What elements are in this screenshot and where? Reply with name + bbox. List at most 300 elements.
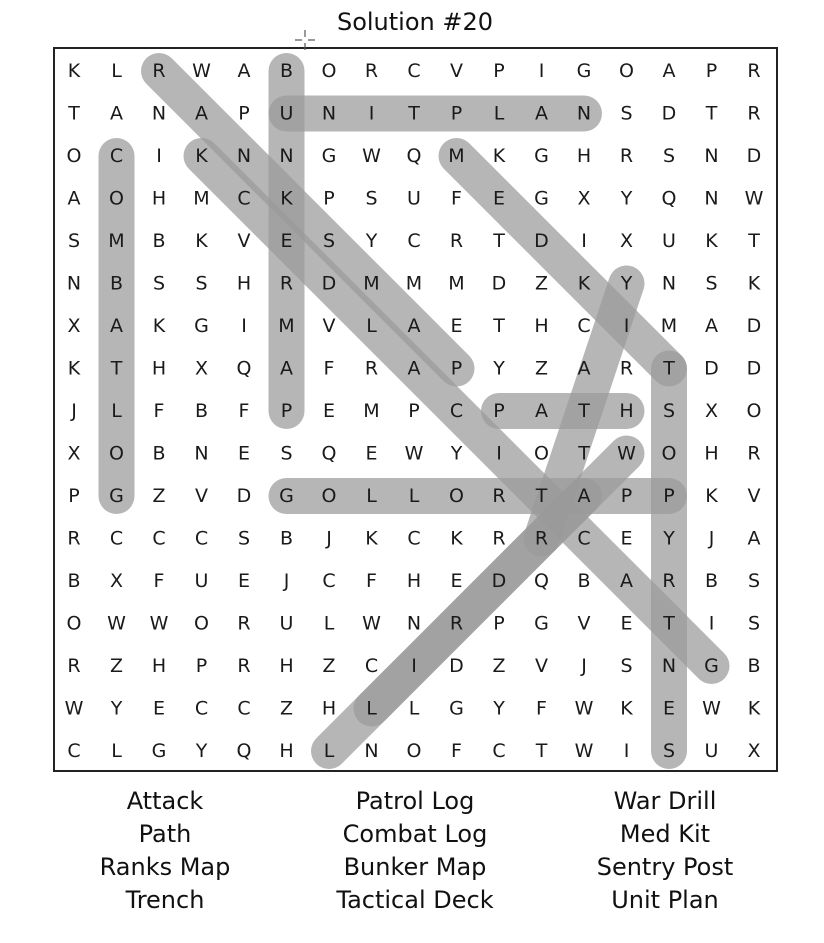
grid-cell[interactable]: H (534, 315, 549, 337)
grid-cell[interactable]: A (237, 60, 251, 82)
grid-cell[interactable]: T (493, 315, 505, 337)
grid-cell[interactable]: I (411, 655, 417, 677)
grid-cell[interactable]: H (279, 740, 294, 762)
grid-cell[interactable]: S (322, 230, 336, 252)
grid-cell[interactable]: G (194, 315, 209, 337)
grid-cell[interactable]: S (195, 272, 208, 295)
grid-cell[interactable]: J (581, 655, 587, 677)
word-list-item: Combat Log (342, 820, 488, 848)
grid-cell[interactable]: G (279, 485, 294, 507)
grid-cell[interactable]: W (362, 612, 381, 635)
grid-cell[interactable]: C (152, 527, 166, 550)
grid-cell[interactable]: Q (236, 740, 252, 762)
grid-cell[interactable]: T (663, 612, 675, 635)
grid-cell[interactable]: V (195, 485, 208, 507)
word-list-item: Attack (126, 787, 204, 815)
grid-cell[interactable]: C (109, 145, 124, 167)
grid-cell[interactable]: K (705, 485, 718, 507)
puzzle-title: Solution #20 (336, 8, 494, 36)
grid-cell[interactable]: O (321, 60, 337, 82)
grid-cell[interactable]: M (448, 145, 465, 167)
grid-cell[interactable]: A (620, 570, 633, 592)
grid-cell[interactable]: S (620, 102, 633, 125)
grid-cell[interactable]: M (278, 315, 295, 337)
grid-cell[interactable]: H (236, 272, 252, 295)
grid-cell[interactable]: V (237, 230, 251, 252)
grid-cell[interactable]: W (404, 442, 424, 465)
grid-cell[interactable]: H (576, 145, 592, 167)
grid-cell[interactable]: H (151, 655, 167, 677)
grid-cell[interactable]: A (747, 527, 761, 550)
word-list-item: Ranks Map (99, 853, 231, 881)
grid-cell[interactable]: F (238, 400, 250, 422)
grid-cell[interactable]: E (280, 230, 293, 252)
grid-cell[interactable]: W (617, 442, 636, 465)
grid-cell[interactable]: O (534, 442, 549, 465)
grid-cell[interactable]: I (623, 315, 630, 337)
grid-cell[interactable]: E (365, 442, 378, 465)
grid-cell[interactable]: D (321, 272, 337, 295)
grid-cell[interactable]: A (67, 187, 81, 210)
grid-cell[interactable]: N (704, 145, 719, 167)
grid-cell[interactable]: H (321, 697, 337, 720)
grid-cell[interactable]: P (663, 485, 675, 507)
grid-cell[interactable]: Y (365, 230, 378, 252)
grid-cell[interactable]: P (620, 485, 633, 507)
grid-cell[interactable]: B (152, 442, 166, 465)
grid-cell[interactable]: X (109, 570, 124, 592)
grid-cell[interactable]: K (365, 527, 378, 550)
grid-cell[interactable]: E (322, 400, 336, 422)
grid-cell[interactable]: F (536, 697, 547, 720)
grid-cell[interactable]: C (577, 315, 591, 337)
grid-cell[interactable]: F (153, 570, 165, 592)
grid-cell[interactable]: P (408, 400, 420, 422)
grid-cell[interactable]: C (407, 527, 421, 550)
grid-cell[interactable]: I (156, 145, 162, 167)
grid-cell[interactable]: D (491, 272, 507, 295)
grid-cell[interactable]: P (705, 60, 718, 82)
grid-cell[interactable]: R (747, 102, 761, 125)
grid-cell[interactable]: P (493, 612, 505, 635)
grid-cell[interactable]: T (68, 102, 80, 125)
grid-cell[interactable]: I (581, 230, 587, 252)
grid-cell[interactable]: X (747, 740, 761, 762)
grid-cell[interactable]: V (577, 612, 591, 635)
grid-cell[interactable]: G (109, 485, 124, 507)
grid-cell[interactable]: S (280, 442, 293, 465)
grid-cell[interactable]: Y (195, 740, 208, 762)
word-list-item: Bunker Map (343, 853, 487, 881)
grid-cell[interactable]: Y (620, 272, 633, 295)
grid-cell[interactable]: C (237, 187, 251, 210)
grid-cell[interactable]: M (108, 230, 125, 252)
grid-cell[interactable]: P (493, 60, 505, 82)
grid-cell[interactable]: L (111, 60, 122, 82)
grid-cell[interactable]: K (152, 315, 166, 337)
grid-cell[interactable]: C (364, 655, 379, 677)
grid-cell[interactable]: K (195, 145, 208, 167)
grid-cell[interactable]: C (577, 527, 591, 550)
grid-cell[interactable]: J (708, 527, 715, 550)
grid-cell[interactable]: J (71, 400, 77, 422)
grid-cell[interactable]: C (492, 740, 506, 762)
grid-cell[interactable]: P (450, 357, 463, 380)
grid-cell[interactable]: R (364, 60, 379, 82)
grid-cell[interactable]: E (450, 315, 463, 337)
grid-cell[interactable]: J (283, 570, 290, 592)
grid-cell[interactable]: T (535, 740, 548, 762)
grid-cell[interactable]: U (279, 612, 294, 635)
grid-cell[interactable]: T (110, 357, 123, 380)
grid-cell[interactable]: Z (279, 697, 294, 720)
grid-cell[interactable]: C (237, 697, 251, 720)
grid-cell[interactable]: W (362, 145, 381, 167)
grid-border (53, 47, 778, 772)
grid-cell[interactable]: A (407, 357, 421, 380)
grid-cell[interactable]: O (109, 442, 124, 465)
grid-cell[interactable]: R (67, 527, 81, 550)
grid-cell[interactable]: R (237, 655, 251, 677)
grid-cell[interactable]: R (67, 655, 81, 677)
grid-cell[interactable]: F (451, 187, 462, 210)
grid-cell[interactable]: Z (109, 655, 124, 677)
grid-cell[interactable]: C (109, 527, 124, 550)
grid-cell[interactable]: B (194, 400, 209, 422)
grid-cell[interactable]: N (151, 102, 167, 125)
grid-cell[interactable]: S (747, 570, 761, 592)
grid-cell[interactable]: X (67, 315, 81, 337)
grid-cell[interactable]: A (535, 400, 548, 422)
grid-cell[interactable]: A (577, 485, 591, 507)
grid-cell[interactable]: T (493, 230, 505, 252)
grid-cell[interactable]: V (535, 655, 548, 677)
grid-cell[interactable]: K (620, 697, 633, 720)
grid-cell[interactable]: V (322, 315, 336, 337)
grid-cell[interactable]: D (449, 655, 464, 677)
grid-cell[interactable]: W (574, 740, 594, 762)
grid-cell[interactable]: E (492, 187, 506, 210)
grid-cell[interactable]: O (661, 442, 677, 465)
grid-cell[interactable]: H (406, 570, 422, 592)
grid-cell[interactable]: P (238, 102, 250, 125)
grid-cell[interactable]: M (193, 187, 210, 210)
grid-cell[interactable]: E (237, 442, 251, 465)
grid-cell[interactable]: Z (534, 357, 549, 380)
grid-cell[interactable]: X (194, 357, 209, 380)
grid-cell[interactable]: R (534, 527, 549, 550)
grid-cell[interactable]: T (578, 442, 590, 465)
grid-cell[interactable]: W (192, 60, 211, 82)
grid-cell[interactable]: P (450, 102, 463, 125)
grid-cell[interactable]: X (67, 442, 81, 465)
grid-cell[interactable]: N (661, 655, 677, 677)
grid-cell[interactable]: E (620, 612, 633, 635)
grid-cell[interactable]: P (323, 187, 335, 210)
grid-cell[interactable]: C (67, 740, 81, 762)
grid-cell[interactable]: B (152, 230, 166, 252)
grid-cell[interactable]: Y (493, 357, 505, 380)
grid-cell[interactable]: G (534, 612, 549, 635)
grid-cell[interactable]: M (363, 400, 380, 422)
grid-cell[interactable]: C (449, 400, 464, 422)
grid-cell[interactable]: L (111, 740, 122, 762)
grid-cell[interactable]: P (493, 400, 505, 422)
grid-cell[interactable]: K (67, 357, 81, 380)
grid-cell[interactable]: I (538, 60, 545, 82)
grid-cell[interactable]: H (279, 655, 294, 677)
word-list-item: Patrol Log (355, 787, 475, 815)
grid-cell[interactable]: U (704, 740, 719, 762)
grid-cell[interactable]: A (110, 102, 123, 125)
grid-cell[interactable]: Y (110, 697, 123, 720)
grid-cell[interactable]: R (619, 357, 634, 380)
grid-cell[interactable]: O (109, 187, 124, 210)
grid-cell[interactable]: N (364, 740, 379, 762)
grid-cell[interactable]: S (747, 612, 761, 635)
grid-cell[interactable]: Y (620, 187, 633, 210)
grid-cell[interactable]: R (449, 612, 464, 635)
grid-cell[interactable]: K (747, 697, 761, 720)
grid-cell[interactable]: I (368, 102, 375, 125)
grid-cell[interactable]: E (237, 570, 251, 592)
grid-cell[interactable]: B (704, 570, 719, 592)
grid-cell[interactable]: A (577, 357, 591, 380)
grid-cell[interactable]: R (279, 272, 294, 295)
grid-cell[interactable]: X (619, 230, 634, 252)
grid-cell[interactable]: K (492, 145, 506, 167)
grid-cell[interactable]: T (578, 400, 590, 422)
grid-cell[interactable]: M (448, 272, 465, 295)
grid-cell[interactable]: N (279, 145, 294, 167)
grid-cell[interactable]: Q (236, 357, 252, 380)
grid-cell[interactable]: N (576, 102, 592, 125)
grid-cell[interactable]: D (661, 102, 677, 125)
grid-cell[interactable]: O (619, 60, 634, 82)
grid-cell[interactable]: Q (406, 145, 422, 167)
grid-cell[interactable]: H (151, 357, 167, 380)
grid-cell[interactable]: B (279, 527, 294, 550)
crosshair-cursor-icon (294, 29, 316, 51)
grid-cell[interactable]: W (744, 187, 764, 210)
grid-cell[interactable]: P (280, 400, 293, 422)
grid-cell[interactable]: O (321, 485, 337, 507)
grid-cell[interactable]: Y (450, 442, 463, 465)
grid-cell[interactable]: S (237, 527, 251, 550)
grid-cell[interactable]: I (623, 740, 630, 762)
grid-cell[interactable]: D (746, 315, 762, 337)
grid-cell[interactable]: F (451, 740, 462, 762)
grid-cell[interactable]: O (66, 145, 82, 167)
grid-cell[interactable]: W (64, 697, 84, 720)
grid-cell[interactable]: K (195, 230, 208, 252)
grid-cell[interactable]: G (534, 145, 549, 167)
grid-cell[interactable]: U (194, 570, 209, 592)
grid-cell[interactable]: A (195, 102, 208, 125)
grid-cell[interactable]: O (406, 740, 422, 762)
grid-cell[interactable]: S (152, 272, 166, 295)
grid-cell[interactable]: F (323, 357, 335, 380)
word-list-item: Tactical Deck (336, 886, 494, 914)
grid-cell[interactable]: H (704, 442, 719, 465)
grid-cell[interactable]: R (237, 612, 251, 635)
grid-cell[interactable]: E (662, 697, 676, 720)
grid-cell[interactable]: Y (663, 527, 675, 550)
grid-cell[interactable]: D (534, 230, 549, 252)
grid-cell[interactable]: E (152, 697, 166, 720)
grid-cell[interactable]: V (747, 485, 761, 507)
grid-cell[interactable]: N (704, 187, 719, 210)
grid-cell[interactable]: C (407, 230, 421, 252)
grid-cell[interactable]: O (194, 612, 209, 635)
grid-cell[interactable]: K (67, 60, 81, 82)
grid-cell[interactable]: I (241, 315, 247, 337)
grid-cell[interactable]: O (66, 612, 82, 635)
grid-cell[interactable]: T (535, 485, 548, 507)
grid-cell[interactable]: L (366, 485, 377, 507)
grid-cell[interactable]: T (663, 357, 675, 380)
grid-cell[interactable]: N (406, 612, 422, 635)
grid-cell[interactable]: D (704, 357, 719, 380)
grid-cell[interactable]: L (408, 485, 420, 507)
grid-cell[interactable]: U (662, 230, 676, 252)
grid-cell[interactable]: R (662, 570, 676, 592)
grid-cell[interactable]: B (747, 655, 761, 677)
grid-cell[interactable]: X (577, 187, 591, 210)
grid-cell[interactable]: N (66, 272, 82, 295)
grid-cell[interactable]: H (151, 187, 167, 210)
grid-cell[interactable]: K (280, 187, 293, 210)
grid-cell[interactable]: R (492, 527, 506, 550)
grid-cell[interactable]: C (194, 697, 209, 720)
grid-cell[interactable]: N (321, 102, 337, 125)
grid-cell[interactable]: S (662, 400, 676, 422)
grid-cell[interactable]: L (366, 315, 377, 337)
grid-cell[interactable]: W (702, 697, 721, 720)
grid-cell[interactable]: L (493, 102, 505, 125)
grid-cell[interactable]: X (704, 400, 719, 422)
grid-cell[interactable]: S (67, 230, 81, 252)
grid-cell[interactable]: L (366, 697, 377, 720)
grid-cell[interactable]: S (620, 655, 633, 677)
grid-cell[interactable]: K (747, 272, 761, 295)
grid-cell[interactable]: M (660, 315, 678, 337)
grid-cell[interactable]: L (323, 740, 335, 762)
grid-cell[interactable]: I (496, 442, 502, 465)
grid-cell[interactable]: S (662, 145, 676, 167)
grid-cell[interactable]: Y (493, 697, 505, 720)
grid-cell[interactable]: S (705, 272, 718, 295)
grid-cell[interactable]: C (322, 570, 336, 592)
grid-cell[interactable]: R (747, 60, 761, 82)
grid-cell[interactable]: Z (492, 655, 506, 677)
grid-cell[interactable]: C (194, 527, 209, 550)
grid-cell[interactable]: D (491, 570, 507, 592)
grid-cell[interactable]: G (704, 655, 719, 677)
grid-cell[interactable]: A (535, 102, 548, 125)
grid-cell[interactable]: S (662, 740, 676, 762)
grid-cell[interactable]: P (68, 485, 80, 507)
grid-cell[interactable]: G (151, 740, 167, 762)
grid-cell[interactable]: N (661, 272, 677, 295)
grid-cell[interactable]: G (449, 697, 464, 720)
grid-cell[interactable]: L (408, 697, 420, 720)
grid-cell[interactable]: T (408, 102, 420, 125)
grid-cell[interactable]: K (450, 527, 463, 550)
grid-cell[interactable]: N (236, 145, 252, 167)
grid-cell[interactable]: K (577, 272, 591, 295)
grid-cell[interactable]: E (620, 527, 633, 550)
grid-cell[interactable]: R (152, 60, 166, 82)
grid-cell[interactable]: I (708, 612, 715, 635)
grid-cell[interactable]: D (746, 357, 762, 380)
grid-cell[interactable]: F (366, 570, 377, 592)
grid-cell[interactable]: G (534, 187, 549, 210)
grid-cell[interactable]: W (107, 612, 126, 635)
grid-cell[interactable]: P (195, 655, 208, 677)
grid-cell[interactable]: M (405, 272, 423, 295)
grid-cell[interactable]: D (746, 145, 762, 167)
grid-cell[interactable]: N (194, 442, 209, 465)
grid-cell[interactable]: B (279, 60, 294, 82)
grid-cell[interactable]: Z (534, 272, 549, 295)
grid-cell[interactable]: W (574, 697, 594, 720)
grid-cell[interactable]: Z (322, 655, 336, 677)
grid-cell[interactable]: G (321, 145, 337, 167)
grid-cell[interactable]: J (326, 527, 332, 550)
grid-cell[interactable]: E (450, 570, 463, 592)
grid-cell[interactable]: C (407, 60, 421, 82)
grid-cell[interactable]: B (67, 570, 81, 592)
grid-cell[interactable]: H (619, 400, 634, 422)
grid-cell[interactable]: A (280, 357, 293, 380)
grid-cell[interactable]: V (450, 60, 463, 82)
grid-cell[interactable]: O (449, 485, 464, 507)
grid-cell[interactable]: M (363, 272, 380, 295)
grid-cell[interactable]: B (109, 272, 124, 295)
grid-cell[interactable]: R (492, 485, 506, 507)
grid-cell[interactable]: Q (321, 442, 337, 465)
grid-cell[interactable]: T (705, 102, 718, 125)
grid-cell[interactable]: R (364, 357, 379, 380)
grid-cell[interactable]: Q (534, 570, 549, 592)
grid-cell[interactable]: K (705, 230, 718, 252)
grid-cell[interactable]: R (449, 230, 464, 252)
grid-cell[interactable]: U (279, 102, 294, 125)
grid-cell[interactable]: G (576, 60, 592, 82)
grid-cell[interactable]: R (747, 442, 761, 465)
grid-cell[interactable]: F (153, 400, 165, 422)
grid-cell[interactable]: L (111, 400, 122, 422)
grid-cell[interactable]: L (323, 612, 335, 635)
grid-cell[interactable]: Z (152, 485, 166, 507)
grid-cell[interactable]: A (110, 315, 123, 337)
word-list-item: War Drill (613, 787, 717, 815)
grid-cell[interactable]: W (149, 612, 169, 635)
word-list-item: Med Kit (619, 820, 711, 848)
grid-cell[interactable]: T (748, 230, 760, 252)
grid-cell[interactable]: A (407, 315, 421, 337)
grid-cell[interactable]: A (662, 60, 676, 82)
grid-cell[interactable]: S (365, 187, 378, 210)
grid-cell[interactable]: Q (661, 187, 677, 210)
grid-cell[interactable]: B (577, 570, 591, 592)
grid-cell[interactable]: R (619, 145, 634, 167)
grid-cell[interactable]: O (746, 400, 762, 422)
grid-cell[interactable]: U (407, 187, 421, 210)
grid-cell[interactable]: D (236, 485, 252, 507)
grid-cell[interactable]: A (705, 315, 718, 337)
